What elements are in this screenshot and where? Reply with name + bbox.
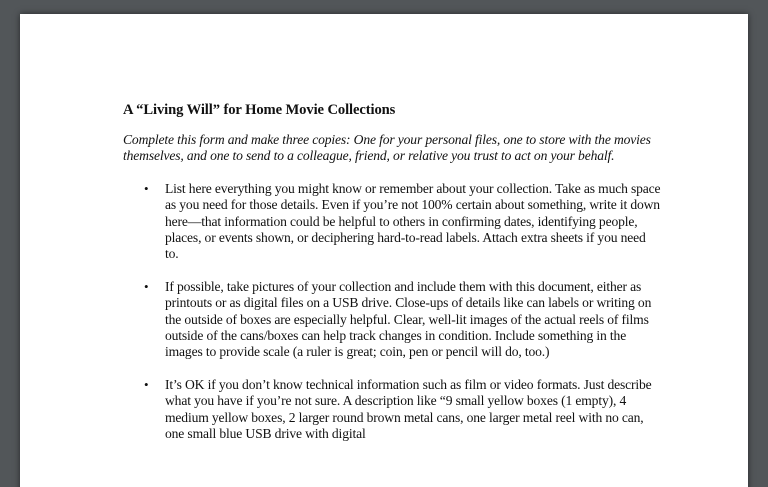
bullet-icon: • — [144, 278, 149, 294]
list-item-text: It’s OK if you don’t know technical information such as film or video formats. Just describe what you have if you’re not sure. A description like “9 small yellow boxes (1 empty), 4 medium yellow boxes, 2 larger round brown metal cans, one larger metal reel with no can, one small blue USB drive with digital — [165, 376, 652, 442]
document-title: A “Living Will” for Home Movie Collections — [123, 102, 396, 118]
bullet-icon: • — [144, 376, 149, 392]
instruction-list — [123, 180, 661, 443]
list-item-text: List here everything you might know or remember about your collection. Take as much space as you need for those details. Even if you’re not 100% certain about something, write it down here—that information could be helpful to others in confirming dates, identifying people, places, or events shown, or deciphering hard-to-read labels. Attach extra sheets if you need to. — [165, 180, 661, 262]
list-item — [123, 279, 661, 361]
list-item — [123, 181, 661, 263]
list-item-text: If possible, take pictures of your collection and include them with this document, either as printouts or as digital files on a USB drive. Close-ups of details like can labels or writing on the outside of boxes are especially helpful. Clear, well-lit images of the actual reels of films outside of the cans/boxes can help track changes in condition. Include something in the images to provide scale (a ruler is great; coin, pen or pencil will do, too.) — [165, 278, 652, 360]
document-page — [20, 14, 748, 487]
list-item — [123, 377, 661, 443]
bullet-icon: • — [144, 180, 149, 196]
intro-paragraph: Complete this form and make three copies: One for your personal files, one to store with the movies themselves, and one to send to a colleague, friend, or relative you trust to act on your behalf. — [123, 132, 651, 164]
page-content — [123, 101, 661, 459]
